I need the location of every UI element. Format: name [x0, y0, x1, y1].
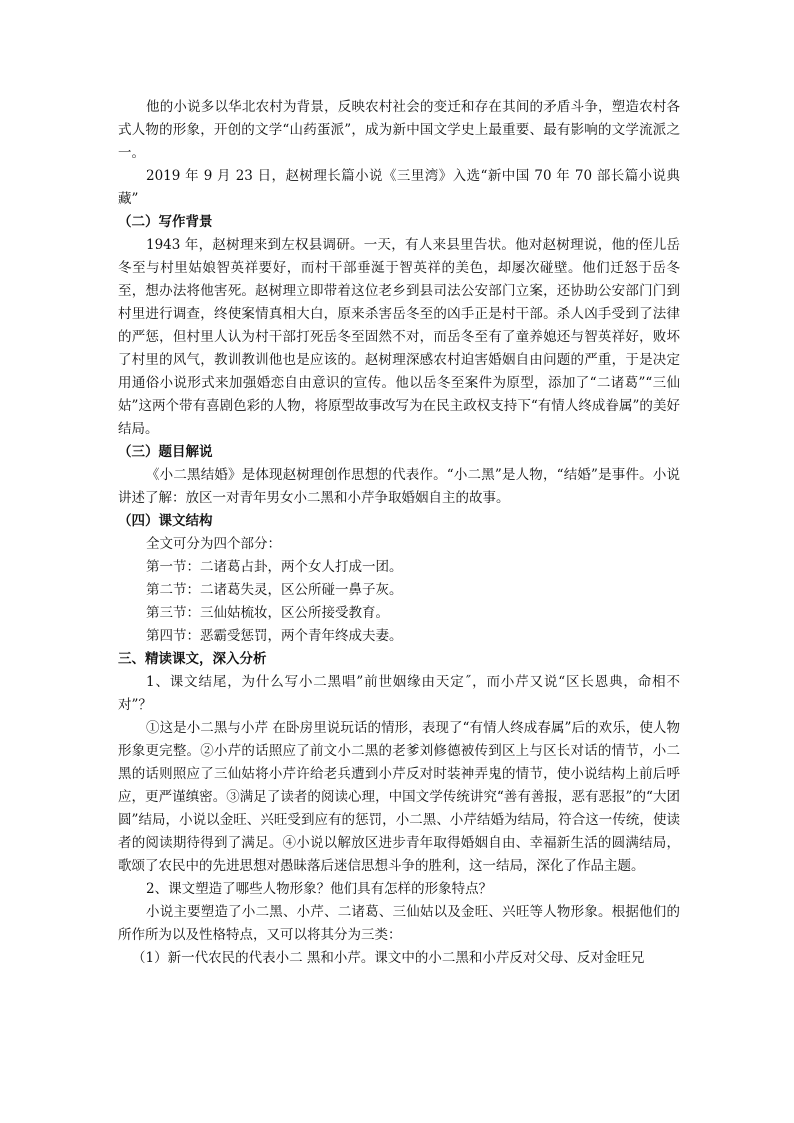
paragraph-sanliwan-award: 2019 年 9 月 23 日，赵树理长篇小说《三里湾》入选“新中国 70 年 70 部长篇小说典藏” [118, 168, 680, 207]
paragraph-shanyaodan-school: 他的小说多以华北农村为背景，反映农村社会的变迁和存在其间的矛盾斗争，塑造农村各式人物的形象，开创的文学“山药蛋派”，成为新中国文学史上最重要、最有影响的文学流派之一。 [118, 99, 680, 161]
paragraph-writing-background: 1943 年，赵树理来到左权县调研。一天，有人来县里告状。他对赵树理说，他的侄儿岳冬至与村里姑娘智英祥要好，而村干部垂涎于智英祥的美色，却屡次碰壁。他们迁怒于岳冬至，想办法将他害死。赵树理立即带着这位老乡到县司法公安部门立案，还协助公安部门门到村里进行调查，终使案情真相大白，原来杀害岳冬至的凶手正是村干部。杀人凶手受到了法律的严惩，但村里人认为村干部打死岳冬至固然不对，而岳冬至有了童养媳还与智英祥好，败坏了村里的风气，教训教训他也是应该的。赵树理深感农村迫害婚姻自由问题的严重，于是决定用通俗小说形式来加强婚恋自由意识的宣传。他以岳冬至案件为原型，添加了“二诸葛”“三仙姑”这两个带有喜剧色彩的人物，将原型故事改写为在民主政权支持下“有情人终成眷属”的美好结局。 [118, 237, 680, 437]
structure-section-1: 第一节：二诸葛占卦，两个女人打成一团。 [146, 559, 403, 575]
structure-section-3: 第三节：三仙姑梳妆，区公所接受教育。 [146, 605, 389, 621]
heading-close-reading: 三、精读课文，深入分析 [118, 651, 267, 667]
structure-section-2: 第二节：二诸葛失灵，区公所碰一鼻子灰。 [146, 582, 403, 598]
heading-title-explanation: （三）题目解说 [118, 444, 213, 460]
answer-1: ①这是小二黑与小芹 在卧房里说玩话的情形，表现了“有情人终成春属”后的欢乐，使人物形象更完整。②小芹的话照应了前文小二黑的老爹刘修德被传到区上与区长对话的情节，小二黑的话则照应了三仙姑将小芹许给老兵遭到小芹反对时装神弄鬼的情节，使小说结构上前后呼应，更严谨缜密。③满足了读者的阅读心理，中国文学传统讲究“善有善报，恶有恶报”的“大团圆”结局，小说以金旺、兴旺受到应有的惩罚，小二黑、小芹结婚为结局，符合这一传统，使读者的阅读期待得到了满足。④小说以解放区进步青年取得婚姻自由、幸福新生活的圆满结局，歌颂了农民中的先进思想对愚昧落后迷信思想斗争的胜利，这一结局，深化了作品主题。 [118, 720, 680, 874]
structure-section-4: 第四节：恶霸受惩罚，两个青年终成夫妻。 [146, 628, 403, 644]
question-2: 2、课文塑造了哪些人物形象？他们具有怎样的形象特点？ [146, 881, 493, 897]
question-1: 1、课文结尾，为什么写小二黑唱”前世姻缘由天定˝，而小芹又说“区长恩典，命相不对”？ [118, 674, 680, 713]
heading-text-structure: （四）课文结构 [118, 513, 213, 529]
answer-2-category-1: （1）新一代农民的代表小二 黑和小芹。课文中的小二黑和小芹反对父母、反对金旺兄 [132, 950, 645, 966]
heading-writing-background: （二）写作背景 [118, 214, 213, 230]
answer-2-intro: 小说主要塑造了小二黑、小芹、二诸葛、三仙姑以及金旺、兴旺等人物形象。根据他们的所作所为以及性格特点，又可以将其分为三类： [118, 904, 680, 943]
paragraph-title-explanation: 《小二黑结婚》是体现赵树理创作思想的代表作。“小二黑”是人物，“结婚”是事件。小说讲述了解：放区一对青年男女小二黑和小芹争取婚姻自主的故事。 [118, 467, 680, 506]
document-page [118, 96, 680, 970]
structure-intro: 全文可分为四个部分： [146, 536, 281, 552]
